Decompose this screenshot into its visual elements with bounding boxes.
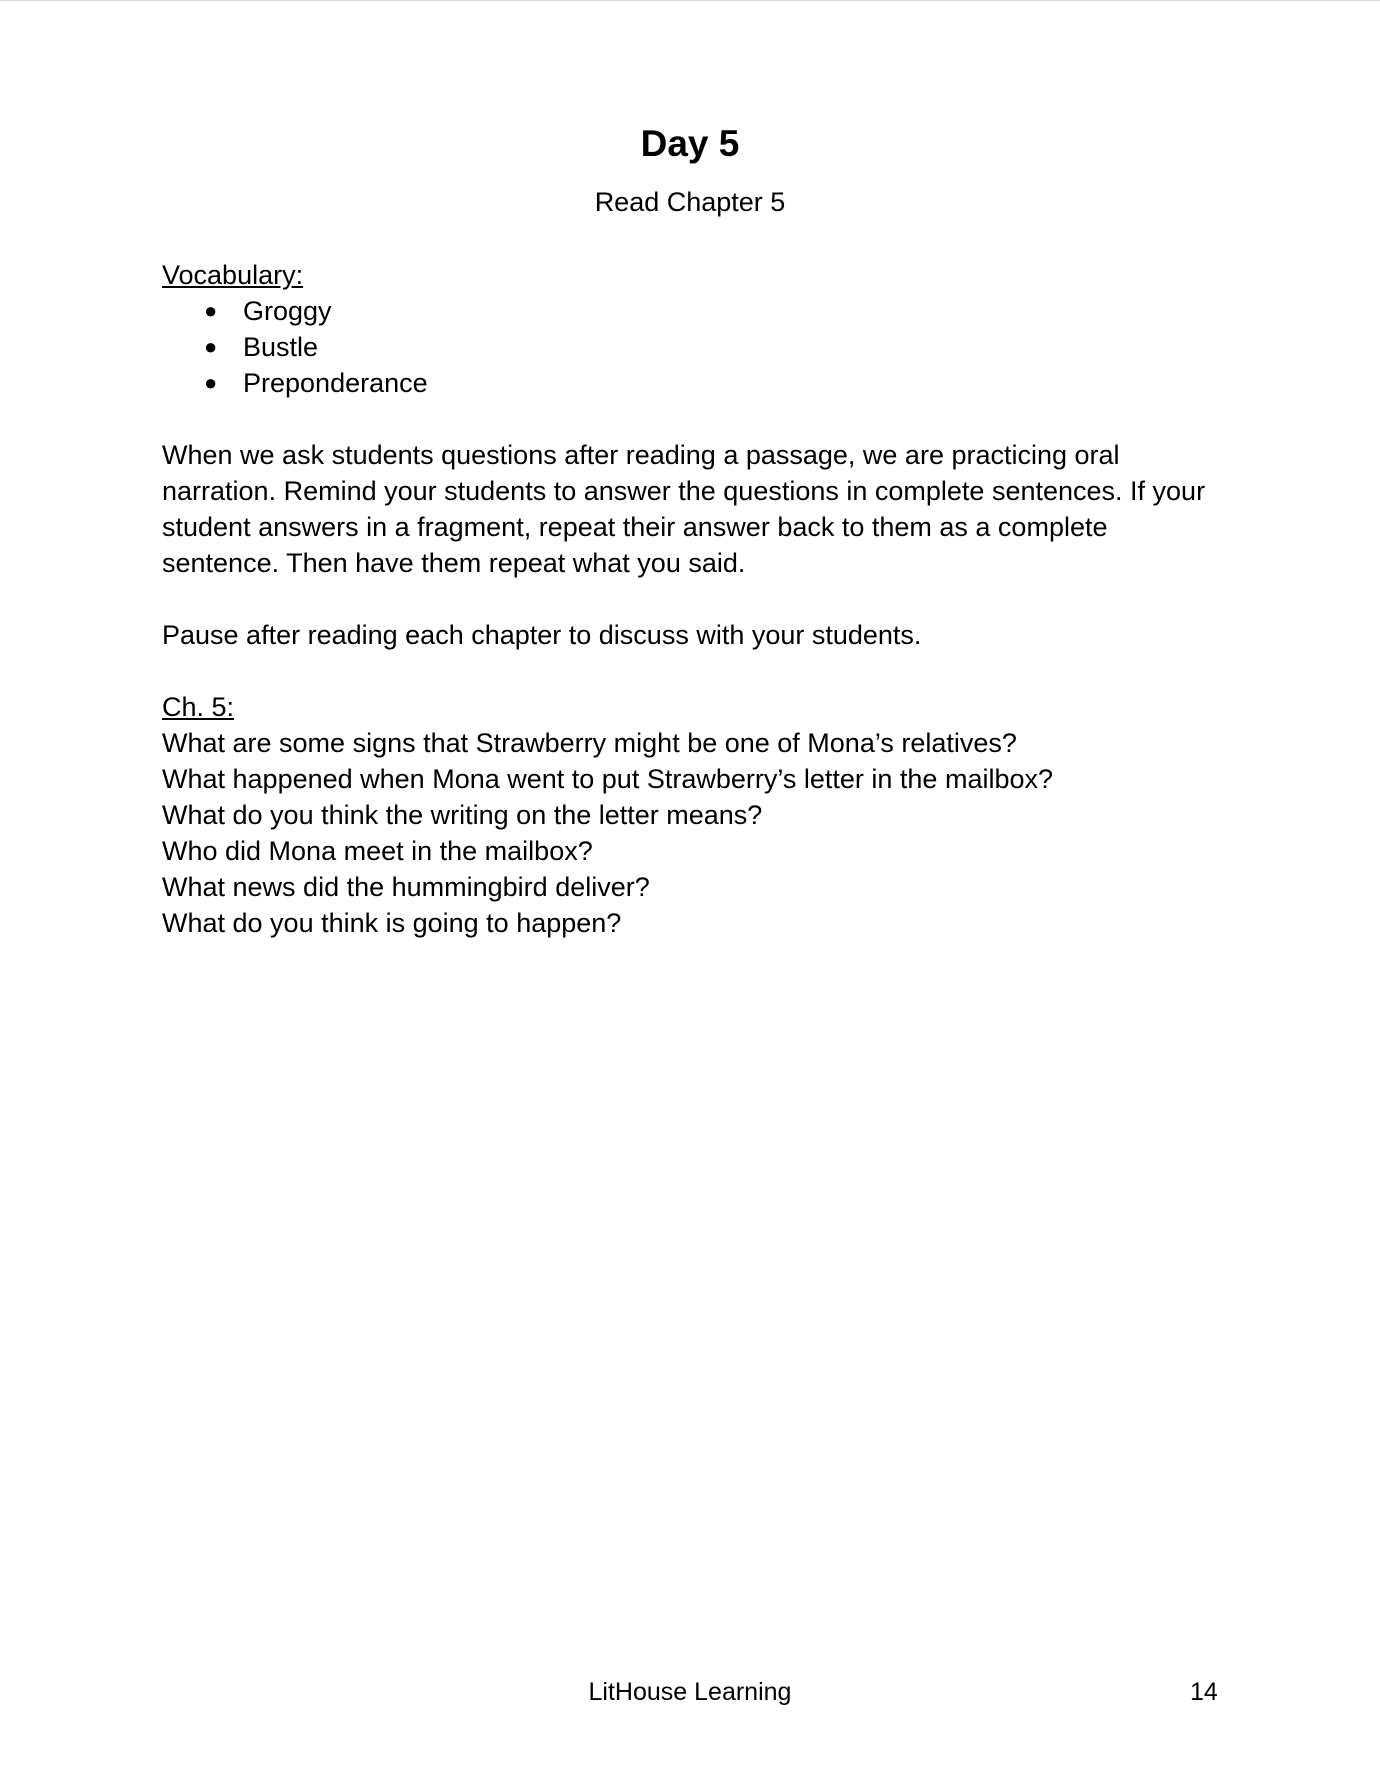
vocabulary-word: Groggy xyxy=(243,296,332,326)
discussion-paragraph: Pause after reading each chapter to discuss with your students. xyxy=(162,620,922,650)
chapter-heading: Ch. 5: xyxy=(162,692,235,722)
page-number: 14 xyxy=(1190,1678,1218,1706)
vocabulary-word: Bustle xyxy=(243,332,319,362)
list-item xyxy=(162,365,1222,401)
bullet-icon: ● xyxy=(204,370,218,395)
page-title: Day 5 xyxy=(640,123,740,164)
narration-paragraph: When we ask students questions after reading a passage, we are practicing oral narration. Remind your students to answer the questions in complete sentences. If your student answers in a fragment, repeat their answer back to them as a complete sentence. Then have them repeat what you said. xyxy=(162,440,1206,578)
bullet-icon: ● xyxy=(204,334,218,359)
vocabulary-heading: Vocabulary: xyxy=(162,260,304,290)
question-item: What do you think the writing on the letter means? xyxy=(162,800,763,830)
spacer xyxy=(162,581,1222,617)
question-item: What do you think is going to happen? xyxy=(162,908,622,938)
question-item: Who did Mona meet in the mailbox? xyxy=(162,836,593,866)
spacer xyxy=(162,653,1222,689)
question-list xyxy=(162,725,1222,941)
vocabulary-word: Preponderance xyxy=(243,368,428,398)
page-subtitle: Read Chapter 5 xyxy=(594,187,786,217)
question-item: What happened when Mona went to put Strawberry’s letter in the mailbox? xyxy=(162,764,1053,794)
spacer xyxy=(162,401,1222,437)
document-body xyxy=(162,257,1222,941)
vocabulary-list xyxy=(162,293,1222,401)
list-item xyxy=(162,293,1222,329)
bullet-icon: ● xyxy=(204,298,218,323)
footer-brand: LitHouse Learning xyxy=(588,1678,792,1706)
question-item: What are some signs that Strawberry might be one of Mona’s relatives? xyxy=(162,728,1017,758)
list-item xyxy=(162,329,1222,365)
question-item: What news did the hummingbird deliver? xyxy=(162,872,650,902)
